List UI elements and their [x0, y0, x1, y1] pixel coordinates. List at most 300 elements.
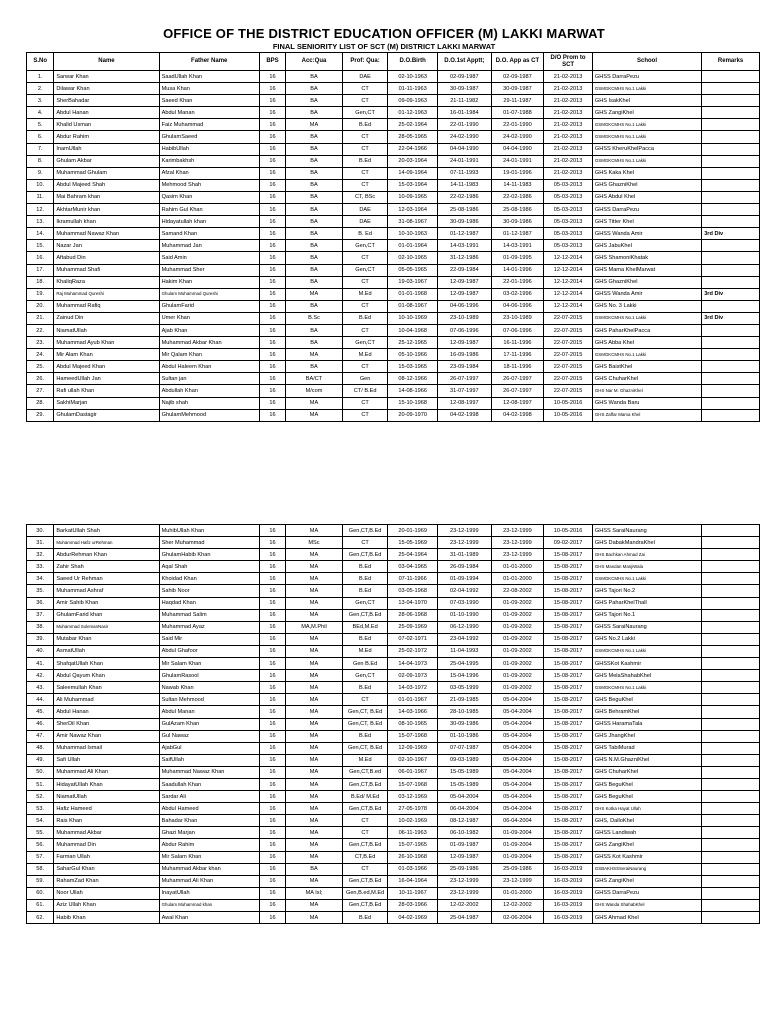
- cell-bps: 16: [259, 337, 285, 349]
- cell-sno: 34.: [27, 573, 54, 585]
- cell-app-ct: 25-09-1986: [491, 863, 544, 875]
- cell-acc-qua: BA: [286, 337, 343, 349]
- cell-father-name: AjabGul: [159, 742, 259, 754]
- cell-acc-qua: M/com: [286, 385, 343, 397]
- cell-father-name: Hakim Khan: [159, 276, 259, 288]
- cell-app-ct: 01-09-2004: [491, 839, 544, 851]
- cell-father-name: GhulamSaeed: [159, 131, 259, 143]
- cell-first-appt: 04-06-1996: [437, 300, 491, 312]
- cell-app-ct: 12-02-2002: [491, 899, 544, 911]
- cell-first-appt: 12-09-1987: [437, 276, 491, 288]
- cell-name: Mir Alam Khan: [54, 349, 159, 361]
- table-row: [27, 204, 760, 216]
- cell-app-ct: 05-04-2004: [491, 766, 544, 778]
- cell-prof-qua: B.Ed/ M.Ed: [342, 791, 388, 803]
- cell-first-appt: 07-03-1990: [437, 597, 491, 609]
- cell-prof-qua: Gen,CT: [342, 264, 388, 276]
- cell-prof-qua: DAE: [342, 204, 388, 216]
- cell-name: Aftabud Din: [54, 252, 159, 264]
- cell-first-appt: 07-11-1993: [437, 167, 491, 179]
- cell-acc-qua: BA: [286, 191, 343, 203]
- cell-acc-qua: MA: [286, 682, 343, 694]
- cell-bps: 16: [259, 754, 285, 766]
- cell-prom-sct: 15-08-2017: [544, 827, 593, 839]
- cell-bps: 16: [259, 119, 285, 131]
- cell-first-appt: 22-01-1990: [437, 119, 491, 131]
- cell-name: Muhammad SulemanNasir: [54, 621, 159, 633]
- cell-prom-sct: 05-03-2013: [544, 240, 593, 252]
- cell-dob: 02-09-1973: [388, 670, 438, 682]
- cell-school: GHS ZangiKhel: [592, 875, 701, 887]
- cell-prom-sct: 15-08-2017: [544, 645, 593, 657]
- cell-prof-qua: Gen,CT,B.Ed: [342, 609, 388, 621]
- cell-dob: 10-02-1969: [388, 815, 438, 827]
- cell-prom-sct: 22-07-2015: [544, 385, 593, 397]
- cell-app-ct: 12-08-1997: [491, 397, 544, 409]
- cell-first-appt: 16-01-1984: [437, 107, 491, 119]
- table-row: [27, 912, 760, 924]
- cell-sno: 46.: [27, 718, 54, 730]
- cell-school: GHSS Wanda Amir: [592, 228, 701, 240]
- table-row: [27, 155, 760, 167]
- cell-acc-qua: MA: [286, 609, 343, 621]
- cell-bps: 16: [259, 730, 285, 742]
- table-row: [27, 191, 760, 203]
- header-app-ct: D.O. App as CT: [491, 53, 544, 71]
- cell-prof-qua: CT: [342, 397, 388, 409]
- cell-sno: 19.: [27, 288, 54, 300]
- cell-father-name: Faiz Muhammad: [159, 119, 259, 131]
- cell-acc-qua: MA: [286, 525, 343, 537]
- cell-app-ct: 05-04-2004: [491, 742, 544, 754]
- cell-name: Ghulam Akbar: [54, 155, 159, 167]
- cell-sno: 13.: [27, 216, 54, 228]
- cell-first-appt: 25-04-1995: [437, 658, 491, 670]
- table-row: [27, 851, 760, 863]
- cell-remarks: [702, 167, 760, 179]
- cell-acc-qua: MA: [286, 645, 343, 657]
- cell-acc-qua: MA: [286, 658, 343, 670]
- cell-remarks: [702, 718, 760, 730]
- cell-app-ct: 01-07-1988: [491, 107, 544, 119]
- cell-prof-qua: Gen,CT: [342, 337, 388, 349]
- cell-first-appt: 04-02-1998: [437, 409, 491, 421]
- cell-sno: 53.: [27, 803, 54, 815]
- cell-dob: 15-10-1968: [388, 397, 438, 409]
- cell-sno: 12.: [27, 204, 54, 216]
- table-row: [27, 875, 760, 887]
- cell-first-appt: 31-12-1986: [437, 252, 491, 264]
- cell-first-appt: 01-10-1990: [437, 609, 491, 621]
- cell-remarks: [702, 778, 760, 790]
- cell-acc-qua: MA: [286, 633, 343, 645]
- header-prof-qua: Prof: Qua:: [342, 53, 388, 71]
- cell-dob: 26-10-1968: [388, 851, 438, 863]
- cell-first-appt: 12-09-1987: [437, 288, 491, 300]
- cell-remarks: [702, 670, 760, 682]
- header-sno: S.No: [27, 53, 54, 71]
- cell-prom-sct: 15-08-2017: [544, 778, 593, 790]
- cell-remarks: [702, 899, 760, 911]
- cell-school: GHS ChuharKhel: [592, 766, 701, 778]
- cell-father-name: GulAzam Khan: [159, 718, 259, 730]
- cell-first-appt: 01-09-1994: [437, 573, 491, 585]
- cell-sno: 7.: [27, 143, 54, 155]
- cell-acc-qua: MA: [286, 288, 343, 300]
- document-subtitle: FINAL SENIORITY LIST OF SCT (M) DISTRICT LAKKI MARWAT: [272, 42, 496, 51]
- cell-sno: 35.: [27, 585, 54, 597]
- cell-prom-sct: 12-12-2014: [544, 300, 593, 312]
- cell-first-appt: 02-04-1992: [437, 585, 491, 597]
- cell-remarks: [702, 252, 760, 264]
- cell-remarks: [702, 71, 760, 83]
- cell-dob: 02-10-1967: [388, 754, 438, 766]
- cell-prof-qua: B.Ed: [342, 912, 388, 924]
- cell-bps: 16: [259, 694, 285, 706]
- cell-dob: 14-03-1966: [388, 706, 438, 718]
- cell-acc-qua: BA: [286, 300, 343, 312]
- cell-bps: 16: [259, 204, 285, 216]
- table-row: [27, 670, 760, 682]
- cell-first-appt: 21-09-1985: [437, 694, 491, 706]
- cell-remarks: [702, 742, 760, 754]
- table-row: [27, 778, 760, 790]
- cell-first-appt: 30-09-1986: [437, 718, 491, 730]
- cell-name: Zahir Shah: [54, 561, 159, 573]
- cell-school: GHS BeguKhel: [592, 694, 701, 706]
- cell-acc-qua: MA: [286, 839, 343, 851]
- cell-remarks: [702, 766, 760, 778]
- cell-acc-qua: MA: [286, 827, 343, 839]
- header-bps: BPS: [259, 53, 285, 71]
- cell-acc-qua: MA: [286, 754, 343, 766]
- cell-acc-qua: MA: [286, 573, 343, 585]
- cell-school: GHS ChuharKhel: [592, 373, 701, 385]
- cell-sno: 20.: [27, 300, 54, 312]
- cell-name: InamUllah: [54, 143, 159, 155]
- cell-name: SherDil Khan: [54, 718, 159, 730]
- cell-dob: 05-05-1965: [388, 264, 438, 276]
- cell-prof-qua: CT: [342, 409, 388, 421]
- cell-first-appt: 25-08-1986: [437, 204, 491, 216]
- cell-remarks: [702, 337, 760, 349]
- cell-prof-qua: B.Ed: [342, 573, 388, 585]
- cell-father-name: Abdur Rahim: [159, 839, 259, 851]
- cell-remarks: [702, 645, 760, 657]
- seniority-table-part-1: [26, 52, 760, 422]
- cell-bps: 16: [259, 385, 285, 397]
- cell-bps: 16: [259, 312, 285, 324]
- cell-first-appt: 26-09-1984: [437, 561, 491, 573]
- cell-app-ct: 23-12-1999: [491, 525, 544, 537]
- cell-acc-qua: MA: [286, 791, 343, 803]
- cell-bps: 16: [259, 397, 285, 409]
- cell-father-name: Abdul Hameed: [159, 803, 259, 815]
- cell-school: GHS Zaffar Mama Khel: [592, 409, 701, 421]
- cell-prom-sct: 22-07-2015: [544, 361, 593, 373]
- table-row: [27, 597, 760, 609]
- cell-prom-sct: 15-08-2017: [544, 585, 593, 597]
- cell-prom-sct: 22-07-2015: [544, 324, 593, 336]
- cell-app-ct: 24-01-1991: [491, 155, 544, 167]
- cell-school: GHS GhazniKhel: [592, 179, 701, 191]
- table-row: [27, 658, 760, 670]
- cell-name: Amir Nawaz Khan: [54, 730, 159, 742]
- cell-sno: 17.: [27, 264, 54, 276]
- cell-app-ct: 01-09-2002: [491, 670, 544, 682]
- cell-name: Muhammad Ghulam: [54, 167, 159, 179]
- cell-bps: 16: [259, 179, 285, 191]
- cell-prof-qua: B.Ed: [342, 730, 388, 742]
- cell-prom-sct: 21-02-2013: [544, 143, 593, 155]
- cell-app-ct: 03-02-1996: [491, 288, 544, 300]
- header-school: School: [592, 53, 701, 71]
- table-row: [27, 276, 760, 288]
- cell-father-name: GhulamFarid: [159, 300, 259, 312]
- cell-bps: 16: [259, 537, 285, 549]
- cell-prom-sct: 16-03-2019: [544, 875, 593, 887]
- cell-name: RahamZad Khan: [54, 875, 159, 887]
- cell-prof-qua: Gen,CT, B.Ed: [342, 718, 388, 730]
- cell-dob: 19-03-1967: [388, 276, 438, 288]
- cell-bps: 16: [259, 633, 285, 645]
- table-row: [27, 216, 760, 228]
- cell-school: GHS Mandan ManjiWala: [592, 561, 701, 573]
- cell-prom-sct: 05-03-2013: [544, 204, 593, 216]
- cell-father-name: Karimbakhsh: [159, 155, 259, 167]
- cell-first-appt: 06-10-1982: [437, 827, 491, 839]
- cell-sno: 57.: [27, 851, 54, 863]
- cell-acc-qua: BA: [286, 204, 343, 216]
- cell-school: GHS BehramKhel: [592, 706, 701, 718]
- table-row: [27, 766, 760, 778]
- table-row: [27, 887, 760, 899]
- cell-sno: 16.: [27, 252, 54, 264]
- cell-prom-sct: 21-02-2013: [544, 95, 593, 107]
- cell-name: AsmatUllah: [54, 645, 159, 657]
- cell-acc-qua: MA: [286, 549, 343, 561]
- cell-remarks: [702, 706, 760, 718]
- cell-name: Raj Muhammad Qureshi: [54, 288, 159, 300]
- cell-school: GHS Wanda Baru: [592, 397, 701, 409]
- table-row: [27, 131, 760, 143]
- cell-dob: 01-01-1967: [388, 694, 438, 706]
- cell-bps: 16: [259, 742, 285, 754]
- header-first-appt: D.O.1st Apptt;: [437, 53, 491, 71]
- cell-acc-qua: MA: [286, 597, 343, 609]
- cell-bps: 16: [259, 682, 285, 694]
- cell-name: Muhammad Din: [54, 839, 159, 851]
- cell-sno: 21.: [27, 312, 54, 324]
- cell-name: Muhammad Nawaz Khan: [54, 228, 159, 240]
- cell-prof-qua: CT: [342, 694, 388, 706]
- cell-school: GSMGKCMHS No.1 Lakki: [592, 349, 701, 361]
- cell-school: GHSS SaraiNaurang: [592, 525, 701, 537]
- cell-acc-qua: BA: [286, 95, 343, 107]
- cell-app-ct: 06-04-2004: [491, 815, 544, 827]
- cell-sno: 41.: [27, 658, 54, 670]
- cell-father-name: GhulamMehmood: [159, 409, 259, 421]
- cell-acc-qua: MA: [286, 766, 343, 778]
- cell-school: GHS ShamoniKhatak: [592, 252, 701, 264]
- cell-acc-qua: MA: [286, 899, 343, 911]
- table-row: [27, 373, 760, 385]
- cell-dob: 15-03-1965: [388, 361, 438, 373]
- table-row: [27, 240, 760, 252]
- cell-bps: 16: [259, 597, 285, 609]
- cell-bps: 16: [259, 621, 285, 633]
- cell-school: GHS Abba Khel: [592, 337, 701, 349]
- cell-prom-sct: 16-03-2019: [544, 899, 593, 911]
- cell-first-appt: 24-01-1991: [437, 155, 491, 167]
- cell-father-name: SaifUllah: [159, 754, 259, 766]
- table-row: [27, 863, 760, 875]
- table-row: [27, 621, 760, 633]
- cell-prof-qua: CT: [342, 815, 388, 827]
- cell-name: Safi Ullah: [54, 754, 159, 766]
- cell-dob: 06-01-1967: [388, 766, 438, 778]
- cell-prom-sct: 05-03-2013: [544, 216, 593, 228]
- cell-bps: 16: [259, 349, 285, 361]
- cell-first-appt: 11-04-1993: [437, 645, 491, 657]
- cell-acc-qua: MA,M.Phil: [286, 621, 343, 633]
- cell-acc-qua: BA: [286, 179, 343, 191]
- cell-dob: 07-11-1966: [388, 573, 438, 585]
- cell-app-ct: 04-02-1998: [491, 409, 544, 421]
- cell-app-ct: 02-06-2004: [491, 912, 544, 924]
- cell-dob: 03-05-1968: [388, 585, 438, 597]
- table-row: [27, 107, 760, 119]
- cell-app-ct: 30-09-1986: [491, 216, 544, 228]
- cell-app-ct: 01-09-2002: [491, 621, 544, 633]
- cell-dob: 08-10-1965: [388, 718, 438, 730]
- cell-sno: 44.: [27, 694, 54, 706]
- cell-father-name: Sultan jan: [159, 373, 259, 385]
- cell-bps: 16: [259, 143, 285, 155]
- cell-acc-qua: BA: [286, 276, 343, 288]
- table-row: [27, 549, 760, 561]
- cell-father-name: Said Mir: [159, 633, 259, 645]
- cell-prom-sct: 21-02-2013: [544, 167, 593, 179]
- cell-bps: 16: [259, 167, 285, 179]
- cell-prom-sct: 22-07-2015: [544, 312, 593, 324]
- cell-remarks: [702, 875, 760, 887]
- cell-first-appt: 12-02-2002: [437, 899, 491, 911]
- cell-sno: 45.: [27, 706, 54, 718]
- cell-app-ct: 23-12-1999: [491, 537, 544, 549]
- cell-prom-sct: 10-05-2016: [544, 409, 593, 421]
- cell-prof-qua: Gen,CT,B.Ed: [342, 778, 388, 790]
- cell-remarks: [702, 240, 760, 252]
- cell-dob: 12-09-1969: [388, 742, 438, 754]
- cell-school: GHS JabuKhel: [592, 240, 701, 252]
- cell-app-ct: 26-07-1997: [491, 373, 544, 385]
- cell-acc-qua: MA Isl;: [286, 887, 343, 899]
- cell-father-name: Sultan Mehmood: [159, 694, 259, 706]
- cell-dob: 28-06-1968: [388, 609, 438, 621]
- cell-app-ct: 05-04-2004: [491, 791, 544, 803]
- cell-first-appt: 15-05-1989: [437, 766, 491, 778]
- cell-father-name: Muhammad Nawaz Khan: [159, 766, 259, 778]
- cell-acc-qua: MA: [286, 875, 343, 887]
- cell-school: GHS Nar M. GhazniKhel: [592, 385, 701, 397]
- cell-dob: 01-08-1967: [388, 300, 438, 312]
- cell-father-name: Muhammad Ayaz: [159, 621, 259, 633]
- cell-remarks: [702, 143, 760, 155]
- table-row: [27, 609, 760, 621]
- table-row: [27, 349, 760, 361]
- cell-school: GHS BaistKhel: [592, 361, 701, 373]
- cell-remarks: [702, 373, 760, 385]
- cell-sno: 31.: [27, 537, 54, 549]
- cell-school: GHS BeguKhel: [592, 791, 701, 803]
- cell-prom-sct: 12-12-2014: [544, 276, 593, 288]
- cell-acc-qua: BA: [286, 107, 343, 119]
- cell-father-name: Awal Khan: [159, 912, 259, 924]
- cell-bps: 16: [259, 373, 285, 385]
- cell-app-ct: 22-01-1996: [491, 276, 544, 288]
- cell-prof-qua: Gen,CT,B.Ed: [342, 549, 388, 561]
- cell-first-appt: 15-05-1989: [437, 778, 491, 790]
- cell-dob: 20-03-1964: [388, 155, 438, 167]
- cell-name: KhaliqRaza: [54, 276, 159, 288]
- cell-acc-qua: BA: [286, 143, 343, 155]
- cell-bps: 16: [259, 361, 285, 373]
- cell-acc-qua: MA: [286, 778, 343, 790]
- cell-first-appt: 03-05-1999: [437, 682, 491, 694]
- cell-prom-sct: 15-08-2017: [544, 803, 593, 815]
- cell-prom-sct: 15-08-2017: [544, 815, 593, 827]
- cell-first-appt: 21-11-1982: [437, 95, 491, 107]
- cell-prom-sct: 22-07-2015: [544, 337, 593, 349]
- table-row: [27, 95, 760, 107]
- cell-acc-qua: MA: [286, 670, 343, 682]
- cell-school: GHSS DarraPezu: [592, 71, 701, 83]
- cell-dob: 02-10-1965: [388, 252, 438, 264]
- cell-app-ct: 30-09-1987: [491, 83, 544, 95]
- cell-name: Rais Khan: [54, 815, 159, 827]
- cell-name: Amir Sahib Khan: [54, 597, 159, 609]
- cell-remarks: [702, 107, 760, 119]
- cell-name: SaharGul Khan: [54, 863, 159, 875]
- cell-app-ct: 01-09-2002: [491, 645, 544, 657]
- cell-prom-sct: 21-02-2013: [544, 119, 593, 131]
- cell-father-name: Umer Khan: [159, 312, 259, 324]
- cell-first-appt: 06-04-2004: [437, 803, 491, 815]
- cell-prof-qua: M.Ed: [342, 754, 388, 766]
- cell-first-appt: 07-06-1996: [437, 324, 491, 336]
- cell-acc-qua: BA: [286, 361, 343, 373]
- cell-first-appt: 04-04-1990: [437, 143, 491, 155]
- cell-sno: 27.: [27, 385, 54, 397]
- cell-acc-qua: BA: [286, 240, 343, 252]
- cell-sno: 9.: [27, 167, 54, 179]
- cell-app-ct: 01-01-2000: [491, 887, 544, 899]
- cell-bps: 16: [259, 912, 285, 924]
- cell-father-name: Said Amin: [159, 252, 259, 264]
- cell-school: GSMGKCMHS No.1 Lakki: [592, 83, 701, 95]
- cell-first-appt: 12-09-1987: [437, 337, 491, 349]
- cell-app-ct: 01-09-2002: [491, 633, 544, 645]
- cell-bps: 16: [259, 887, 285, 899]
- cell-bps: 16: [259, 803, 285, 815]
- cell-school: GHS Kaka Khel: [592, 167, 701, 179]
- cell-prom-sct: 15-08-2017: [544, 694, 593, 706]
- cell-prom-sct: 12-12-2014: [544, 288, 593, 300]
- cell-bps: 16: [259, 851, 285, 863]
- header-dob: D.O.Birth: [388, 53, 438, 71]
- cell-father-name: Bahadar Khan: [159, 815, 259, 827]
